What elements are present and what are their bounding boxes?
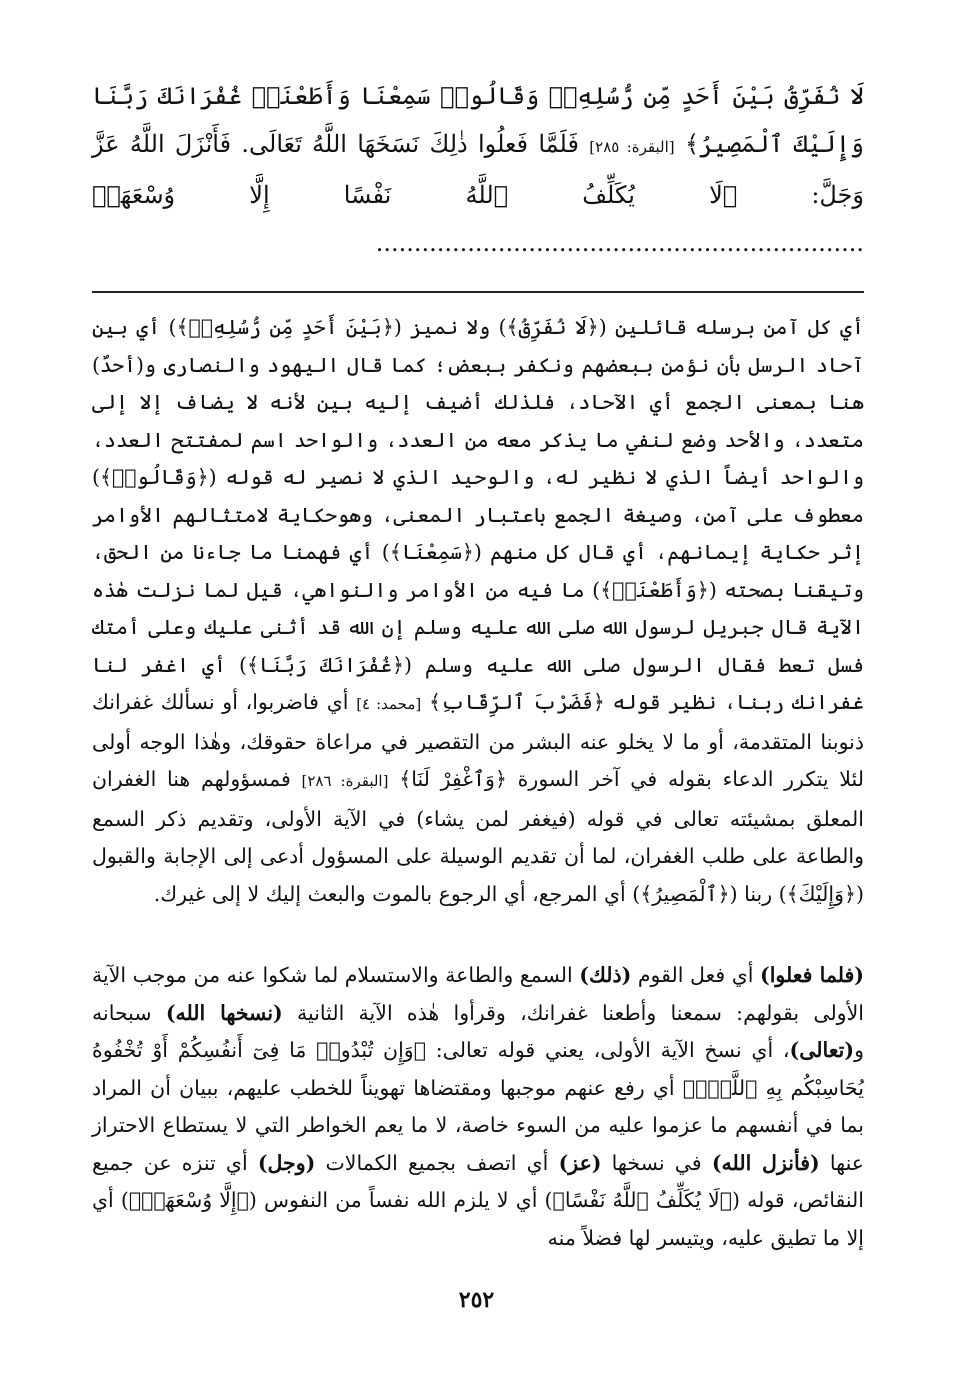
section-divider [92, 291, 864, 293]
quranic-text-block [92, 72, 864, 267]
verse-text-part1: لَا نُفَرِّقُ بَيْنَ أَحَدٍ مِّن رُّسُلِهِۦۚ وَقَالُوا۟ سَمِعْنَا وَأَطَعْنَاۖ غُفْرَانَكَ رَبَّنَا وَإِلَيْكَ ٱلْمَصِيرُ﴾ [92, 82, 864, 158]
term-fa-anzala-allah: (فأنزل الله) [711, 1150, 820, 1175]
verse-text-part2: فَلَمَّا فَعلُوا ذٰلِكَ نَسَخَهَا اللَّهُ تَعَالَى. فَأَنْزَلَ اللَّهُ عَزَّ وَجَلَّ: ﴿لَا يُكَلِّفُ ٱللَّهُ نَفْسًا إِلَّا وُسْعَهَاۚ [92, 130, 864, 209]
commentary-2-text-3: سبحانه و [92, 1000, 864, 1062]
commentary-paragraph-2 [92, 957, 864, 1257]
term-falamma-faalu: (فلما فعلوا) [760, 963, 864, 987]
commentary-2-text-4: ، أي نسخ الآية الأولى، يعني قوله تعالى: ﴿وَإِن تُبْدُوا۟ مَا فِىٓ أَنفُسِكُمْ أَوْ تُخْفُوهُ يُحَاسِبْكُم بِهِ ٱللَّهُۖ﴾ أي رفع عنهم موجبها ومقتضاها تهويناً للخطب عليهم، ببيان أن المراد بما في أنفسهم ما عزموا عليه من السوء خاصة، لا ما يعم الخواطر التي لا يستطاع الاحتراز عنها [92, 1038, 865, 1175]
commentary-2-text-7: أي تنزه عن جميع النقائص، قوله (﴿لَا يُكَلِّفُ ٱللَّهُ نَفْسًا﴾) أي لا يلزم الله نفساً من النفوس (﴿إِلَّا وُسْعَهَاۚ﴾) أي إلا ما تطيق عليه، ويتيسر لها فضلاً منه [92, 1150, 864, 1250]
page-number: ٢٥٢ [458, 1287, 495, 1313]
term-azza: (عز) [558, 1150, 602, 1175]
commentary-1-text-a: أي كل آمن برسله قائلين (﴿لَا نُفَرِّقُ﴾) ولا نميز (﴿بَيْنَ أَحَدٍ مِّن رُّسُلِهِۦۚ﴾) أي بين آحاد الرسل بأن نؤمن ببعضهم ونكفر ببعض؛ كما قال اليهود والنصارى و(أحدٌ) هنا بمعنى الجمع أي الآحاد، فلذلك أضيف إليه بين لأنه لا يضاف إلا إلى متعدد، والأحد وضع لنفي ما يذكر معه من العدد، والواحد اسم لمفتتح العدد، والواحد أيضاً الذي لا نظير له، والوحيد الذي لا نصير له قوله (﴿وَقَالُوا۟﴾) معطوف على آمن، وصيغة الجمع باعتبار المعنى، وهوحكاية لامتثالهم الأوامر إثر حكاية إيمانهم، أي قال كل منهم (﴿سَمِعْنَا﴾) أي فهمنا ما جاءنا من الحق، وتيقنا بصحته (﴿وَأَطَعْنَاۖ﴾) ما فيه من الأوامر والنواهي، قيل لما نزلت هٰذه الآية قال جبريل لرسول الله صلى الله عليه وسلم إن الله قد أثنى عليك وعلى أمتك فسل تعط فقال الرسول صلى الله عليه وسلم (﴿غُفْرَانَكَ رَبَّنَا﴾) أي اغفر لنا غفرانك ربنا، نظير قوله ﴿فَضَرْبَ ٱلرِّقَابِ﴾ [92, 315, 865, 714]
dotted-leader: ................................................................ [375, 229, 864, 257]
commentary-paragraph-1 [92, 309, 864, 913]
commentary-2-text-1: أي فعل القوم [631, 963, 760, 987]
commentary-1-text-c: فمسؤولهم هنا الغفران المعلق بمشيئته تعالى في قوله (فيغفر لمن يشاء) في الآية الأولى، وتقديم ذكر السمع والطاعة على طلب الغفران، لما أن تقديم الوسيلة على المسؤول أدعى إلى الإجابة والقبول (﴿وَإِلَيْكَ﴾) ربنا (﴿ٱلْمَصِيرُ﴾) أي المرجع، أي الرجوع بالموت والبعث إليك لا إلى غيرك. [92, 767, 864, 906]
commentary-2-text-2: السمع والطاعة والاستسلام لما شكوا عنه من موجب الآية الأولى بقولهم: سمعنا وأطعنا غفرانك، وقرأوا هٰذه الآية الثانية [92, 963, 864, 1025]
term-dhalika: (ذلك) [579, 963, 632, 987]
commentary-1-text-b: أي فاضربوا، أو نسألك غفرانك ذنوبنا المتقدمة، أو ما لا يخلو عنه البشر من التقصير في مراعاة حقوقك، وهٰذا الوجه أولى لئلا يتكرر الدعاء بقوله في آخر السورة ﴿وَٱغْفِرْ لَنَا﴾ [92, 690, 864, 791]
reference-baqarah-286: [البقرة: ٢٨٦] [301, 772, 389, 790]
term-jalla: (وجل) [257, 1150, 316, 1175]
commentary-2-text-6: أي اتصف بجميع الكمالات [315, 1150, 559, 1175]
term-taala: (تعالى) [789, 1038, 855, 1062]
verse-reference: [البقرة: ٢٨٥] [589, 138, 675, 156]
commentary-2-text-5: في نسخها [601, 1150, 712, 1175]
page-body [92, 72, 864, 1257]
term-nasakhaha-allah: (نسخها الله) [165, 1000, 283, 1025]
reference-muhammad-4: [محمد: ٤] [356, 695, 422, 713]
